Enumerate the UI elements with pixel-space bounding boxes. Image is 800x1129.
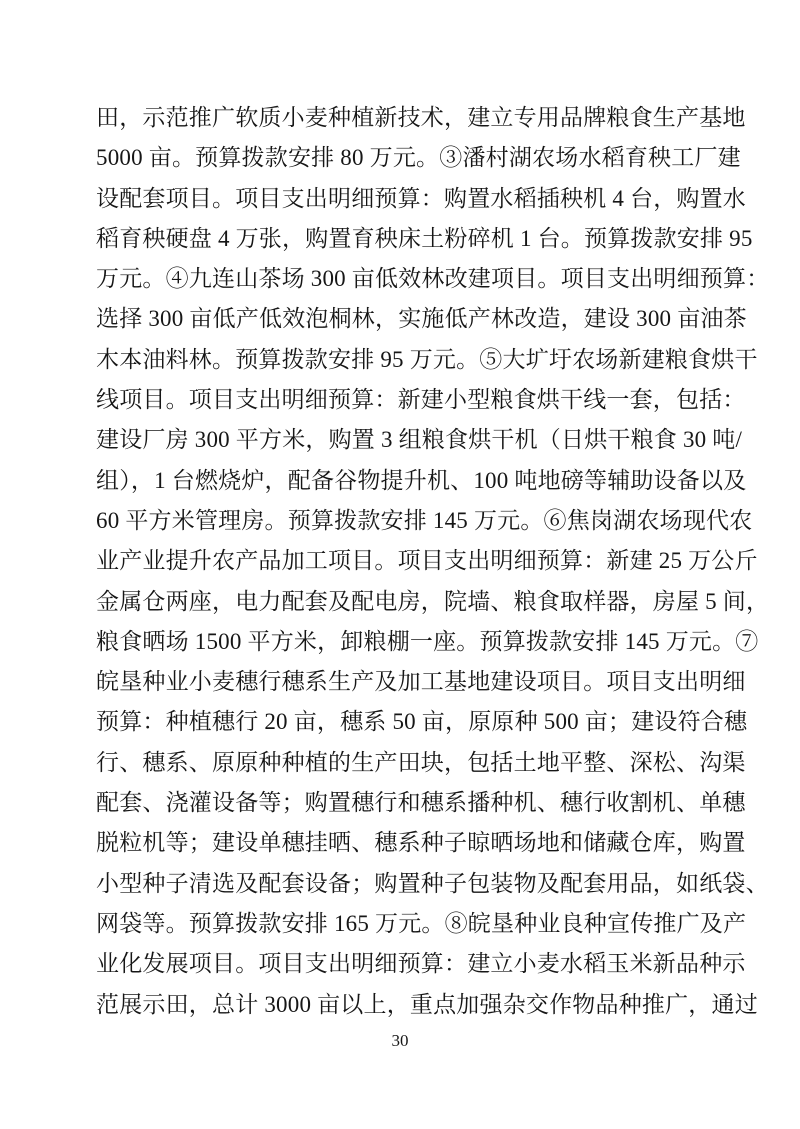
text-line: 稻育秧硬盘 4 万张，购置育秧床土粉碎机 1 台。预算拨款安排 95 [96, 225, 753, 251]
text-line: 业化发展项目。项目支出明细预算：建立小麦水稻玉米新品种示 [96, 951, 746, 977]
text-line: 金属仓两座，电力配套及配电房，院墙、粮食取样器，房屋 5 间， [96, 588, 770, 614]
text-line: 网袋等。预算拨款安排 165 万元。⑧皖垦种业良种宣传推广及产 [96, 910, 747, 936]
text-line: 线项目。项目支出明细预算：新建小型粮食烘干线一套，包括： [96, 387, 746, 413]
text-line: 配套、浇灌设备等；购置穗行和穗系播种机、穗行收割机、单穗 [96, 790, 746, 816]
text-line: 万元。④九连山茶场 300 亩低效林改建项目。项目支出明细预算： [96, 266, 770, 292]
text-line: 预算：种植穗行 20 亩，穗系 50 亩，原原种 500 亩；建设符合穗 [96, 709, 748, 735]
text-line: 皖垦种业小麦穗行穗系生产及加工基地建设项目。项目支出明细 [96, 669, 746, 695]
text-line: 木本油料林。预算拨款安排 95 万元。⑤大圹圩农场新建粮食烘干 [96, 346, 758, 372]
text-line: 小型种子清选及配套设备；购置种子包装物及配套用品，如纸袋、 [96, 870, 769, 896]
body-text-block [96, 98, 770, 1025]
text-line: 业产业提升农产品加工项目。项目支出明细预算：新建 25 万公斤 [96, 548, 758, 574]
text-line: 5000 亩。预算拨款安排 80 万元。③潘村湖农场水稻育秧工厂建 [96, 145, 741, 171]
text-line: 60 平方米管理房。预算拨款安排 145 万元。⑥焦岗湖农场现代农 [96, 507, 753, 533]
text-line: 建设厂房 300 平方米，购置 3 组粮食烘干机（日烘干粮食 30 吨/ [96, 427, 743, 453]
text-line: 组），1 台燃烧炉，配备谷物提升机、100 吨地磅等辅助设备以及 [96, 467, 747, 493]
text-line: 粮食晒场 1500 平方米，卸粮棚一座。预算拨款安排 145 万元。⑦ [96, 628, 759, 654]
page-number: 30 [391, 1031, 409, 1050]
text-line: 田，示范推广软质小麦种植新技术，建立专用品牌粮食生产基地 [96, 105, 746, 130]
text-line: 设配套项目。项目支出明细预算：购置水稻插秧机 4 台，购置水 [96, 185, 746, 211]
text-line: 行、穗系、原原种种植的生产田块，包括土地平整、深松、沟渠 [96, 749, 746, 775]
text-line: 范展示田，总计 3000 亩以上，重点加强杂交作物品种推广，通过 [96, 991, 758, 1017]
text-line: 选择 300 亩低产低效泡桐林，实施低产林改造，建设 300 亩油茶 [96, 306, 747, 332]
text-line: 脱粒机等；建设单穗挂晒、穗系种子晾晒场地和储藏仓库，购置 [96, 830, 746, 856]
